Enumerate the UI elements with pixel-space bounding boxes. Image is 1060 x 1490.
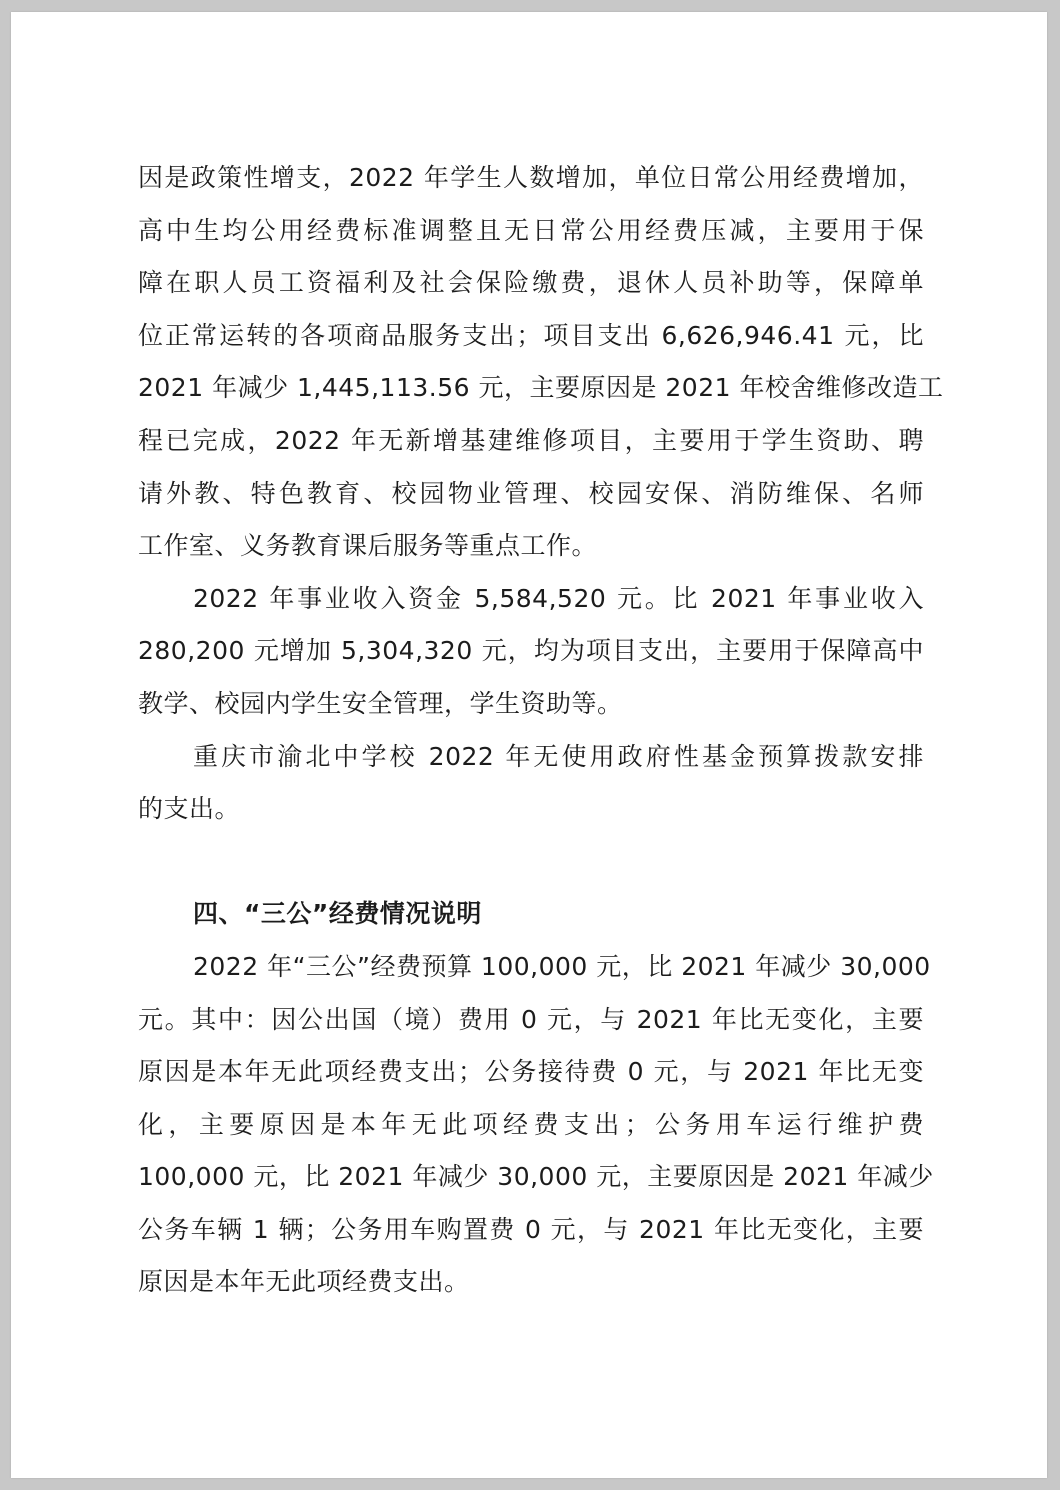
paragraph-line: 化，主要原因是本年无此项经费支出；公务用车运行维护费 [138, 1109, 924, 1139]
paragraph-line: 公务车辆 1 辆；公务用车购置费 0 元，与 2021 年比无变化，主要 [138, 1214, 924, 1244]
paragraph-line: 2021 年减少 1,445,113.56 元，主要原因是 2021 年校舍维修改造工 [138, 373, 944, 403]
blank-line [138, 836, 924, 889]
paragraph-line: 元。其中：因公出国（境）费用 0 元，与 2021 年比无变化，主要 [138, 1004, 924, 1034]
document-page [11, 12, 1047, 1478]
paragraph-line: 2022 年事业收入资金 5,584,520 元。比 2021 年事业收入 [193, 583, 924, 613]
paragraph-line: 因是政策性增支，2022 年学生人数增加，单位日常公用经费增加， [138, 163, 924, 192]
paragraph-line: 原因是本年无此项经费支出；公务接待费 0 元，与 2021 年比无变 [138, 1057, 924, 1087]
paragraph-line: 程已完成，2022 年无新增基建维修项目，主要用于学生资助、聘 [138, 425, 924, 455]
document-body [138, 152, 944, 1309]
section-heading: 四、“三公”经费情况说明 [193, 899, 482, 929]
paragraph-line: 重庆市渝北中学校 2022 年无使用政府性基金预算拨款安排 [193, 741, 924, 771]
paragraph-line: 原因是本年无此项经费支出。 [138, 1267, 470, 1297]
paragraph-line: 高中生均公用经费标准调整且无日常公用经费压减，主要用于保 [138, 215, 924, 245]
paragraph-line: 2022 年“三公”经费预算 100,000 元，比 2021 年减少 30,000 [193, 951, 931, 981]
paragraph-line: 教学、校园内学生安全管理，学生资助等。 [138, 688, 623, 718]
paragraph-line: 位正常运转的各项商品服务支出；项目支出 6,626,946.41 元，比 [138, 320, 924, 350]
paragraph-line: 工作室、义务教育课后服务等重点工作。 [138, 531, 598, 561]
paragraph-line: 280,200 元增加 5,304,320 元，均为项目支出，主要用于保障高中 [138, 636, 924, 666]
paragraph-line: 请外教、特色教育、校园物业管理、校园安保、消防维保、名师 [138, 478, 924, 508]
paragraph-line: 100,000 元，比 2021 年减少 30,000 元，主要原因是 2021 年减少 [138, 1162, 934, 1192]
paragraph-line: 的支出。 [138, 794, 241, 824]
paragraph-line: 障在职人员工资福利及社会保险缴费，退休人员补助等，保障单 [138, 268, 924, 298]
